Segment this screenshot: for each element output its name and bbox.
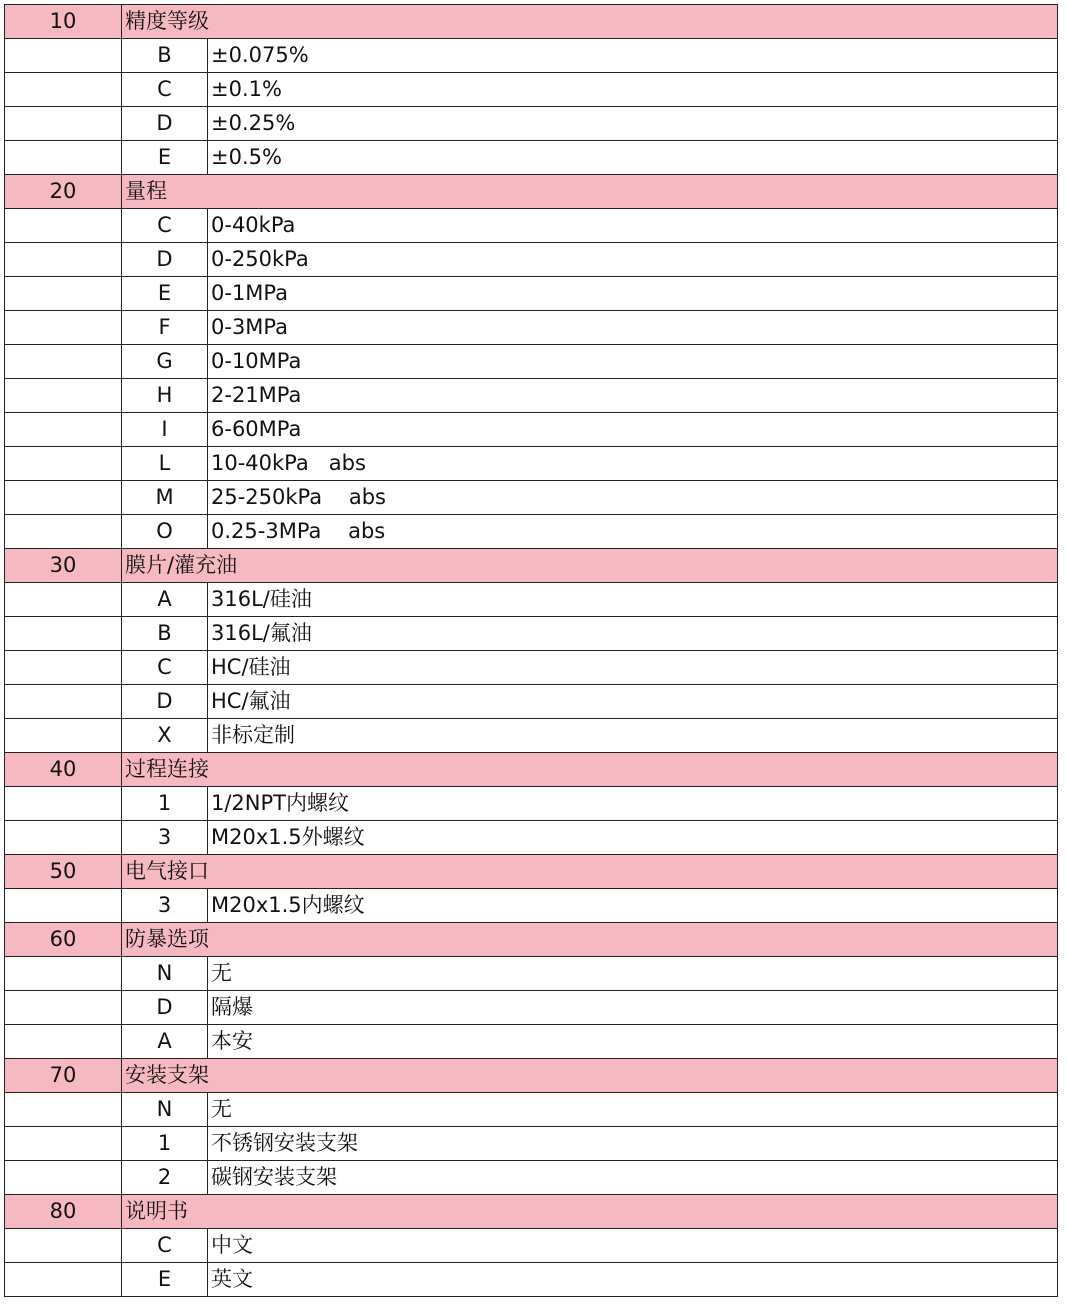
section-number: 20 xyxy=(5,175,122,209)
option-code: E xyxy=(122,141,208,175)
option-code: N xyxy=(122,1093,208,1127)
option-row xyxy=(5,73,1058,107)
option-description: 无 xyxy=(208,957,1058,991)
section-number: 10 xyxy=(5,5,122,39)
option-description: 2-21MPa xyxy=(208,379,1058,413)
option-description: 碳钢安装支架 xyxy=(208,1161,1058,1195)
option-description: 无 xyxy=(208,1093,1058,1127)
blank-cell xyxy=(5,821,122,855)
option-description: 0-3MPa xyxy=(208,311,1058,345)
blank-cell xyxy=(5,617,122,651)
option-description: M20x1.5内螺纹 xyxy=(208,889,1058,923)
blank-cell xyxy=(5,73,122,107)
option-description: HC/硅油 xyxy=(208,651,1058,685)
blank-cell xyxy=(5,719,122,753)
option-row xyxy=(5,39,1058,73)
option-code: D xyxy=(122,107,208,141)
option-description: 316L/氟油 xyxy=(208,617,1058,651)
section-title: 电气接口 xyxy=(122,855,1058,889)
option-description: 10-40kPa abs xyxy=(208,447,1058,481)
option-description: 隔爆 xyxy=(208,991,1058,1025)
blank-cell xyxy=(5,787,122,821)
blank-cell xyxy=(5,345,122,379)
blank-cell xyxy=(5,379,122,413)
blank-cell xyxy=(5,447,122,481)
option-row xyxy=(5,1127,1058,1161)
option-code: C xyxy=(122,651,208,685)
option-code: B xyxy=(122,39,208,73)
option-description: 本安 xyxy=(208,1025,1058,1059)
option-code: F xyxy=(122,311,208,345)
option-description: 0-10MPa xyxy=(208,345,1058,379)
blank-cell xyxy=(5,1127,122,1161)
option-description: 非标定制 xyxy=(208,719,1058,753)
option-row xyxy=(5,991,1058,1025)
section-header-row xyxy=(5,855,1058,889)
blank-cell xyxy=(5,1263,122,1297)
option-row xyxy=(5,787,1058,821)
option-row xyxy=(5,1093,1058,1127)
section-header-row xyxy=(5,175,1058,209)
option-row xyxy=(5,515,1058,549)
section-header-row xyxy=(5,1059,1058,1093)
option-row xyxy=(5,379,1058,413)
option-row xyxy=(5,345,1058,379)
option-row xyxy=(5,481,1058,515)
blank-cell xyxy=(5,481,122,515)
section-title: 过程连接 xyxy=(122,753,1058,787)
option-code: H xyxy=(122,379,208,413)
option-row xyxy=(5,651,1058,685)
option-row xyxy=(5,719,1058,753)
section-title: 安装支架 xyxy=(122,1059,1058,1093)
blank-cell xyxy=(5,1025,122,1059)
option-row xyxy=(5,209,1058,243)
option-code: D xyxy=(122,685,208,719)
section-title: 精度等级 xyxy=(122,5,1058,39)
section-number: 30 xyxy=(5,549,122,583)
section-number: 80 xyxy=(5,1195,122,1229)
option-description: 316L/硅油 xyxy=(208,583,1058,617)
blank-cell xyxy=(5,141,122,175)
section-number: 40 xyxy=(5,753,122,787)
option-description: 0-250kPa xyxy=(208,243,1058,277)
blank-cell xyxy=(5,39,122,73)
blank-cell xyxy=(5,957,122,991)
section-title: 膜片/灌充油 xyxy=(122,549,1058,583)
option-row xyxy=(5,141,1058,175)
option-row xyxy=(5,447,1058,481)
blank-cell xyxy=(5,413,122,447)
section-header-row xyxy=(5,753,1058,787)
option-description: 1/2NPT内螺纹 xyxy=(208,787,1058,821)
section-number: 50 xyxy=(5,855,122,889)
blank-cell xyxy=(5,209,122,243)
section-title: 说明书 xyxy=(122,1195,1058,1229)
option-description: M20x1.5外螺纹 xyxy=(208,821,1058,855)
option-code: C xyxy=(122,73,208,107)
option-code: C xyxy=(122,209,208,243)
section-header-row xyxy=(5,1195,1058,1229)
section-title: 防暴选项 xyxy=(122,923,1058,957)
option-row xyxy=(5,1025,1058,1059)
option-row xyxy=(5,1263,1058,1297)
option-code: I xyxy=(122,413,208,447)
blank-cell xyxy=(5,515,122,549)
section-header-row xyxy=(5,5,1058,39)
section-title: 量程 xyxy=(122,175,1058,209)
blank-cell xyxy=(5,583,122,617)
option-row xyxy=(5,583,1058,617)
option-description: ±0.1% xyxy=(208,73,1058,107)
option-row xyxy=(5,617,1058,651)
option-code: E xyxy=(122,1263,208,1297)
option-code: 2 xyxy=(122,1161,208,1195)
option-description: 0-1MPa xyxy=(208,277,1058,311)
blank-cell xyxy=(5,1229,122,1263)
option-row xyxy=(5,1229,1058,1263)
option-description: ±0.075% xyxy=(208,39,1058,73)
option-description: 0-40kPa xyxy=(208,209,1058,243)
option-row xyxy=(5,311,1058,345)
section-header-row xyxy=(5,923,1058,957)
option-code: D xyxy=(122,243,208,277)
option-description: 英文 xyxy=(208,1263,1058,1297)
option-row xyxy=(5,413,1058,447)
option-description: ±0.5% xyxy=(208,141,1058,175)
blank-cell xyxy=(5,991,122,1025)
section-header-row xyxy=(5,549,1058,583)
section-number: 60 xyxy=(5,923,122,957)
option-code: E xyxy=(122,277,208,311)
option-description: ±0.25% xyxy=(208,107,1058,141)
blank-cell xyxy=(5,107,122,141)
option-code: 3 xyxy=(122,889,208,923)
option-row xyxy=(5,1161,1058,1195)
option-code: 3 xyxy=(122,821,208,855)
section-number: 70 xyxy=(5,1059,122,1093)
blank-cell xyxy=(5,311,122,345)
option-code: A xyxy=(122,583,208,617)
blank-cell xyxy=(5,685,122,719)
option-description: 中文 xyxy=(208,1229,1058,1263)
option-description: 25-250kPa abs xyxy=(208,481,1058,515)
blank-cell xyxy=(5,277,122,311)
option-description: HC/氟油 xyxy=(208,685,1058,719)
option-description: 0.25-3MPa abs xyxy=(208,515,1058,549)
option-code: G xyxy=(122,345,208,379)
blank-cell xyxy=(5,1161,122,1195)
option-row xyxy=(5,243,1058,277)
option-row xyxy=(5,107,1058,141)
option-code: D xyxy=(122,991,208,1025)
option-row xyxy=(5,277,1058,311)
blank-cell xyxy=(5,1093,122,1127)
spec-table-body xyxy=(5,5,1058,1297)
option-description: 6-60MPa xyxy=(208,413,1058,447)
option-code: M xyxy=(122,481,208,515)
blank-cell xyxy=(5,651,122,685)
option-code: N xyxy=(122,957,208,991)
option-code: 1 xyxy=(122,787,208,821)
option-code: C xyxy=(122,1229,208,1263)
option-code: 1 xyxy=(122,1127,208,1161)
blank-cell xyxy=(5,243,122,277)
option-code: O xyxy=(122,515,208,549)
option-code: A xyxy=(122,1025,208,1059)
blank-cell xyxy=(5,889,122,923)
option-row xyxy=(5,957,1058,991)
option-description: 不锈钢安装支架 xyxy=(208,1127,1058,1161)
option-code: X xyxy=(122,719,208,753)
option-row xyxy=(5,821,1058,855)
option-code: B xyxy=(122,617,208,651)
spec-table xyxy=(4,4,1058,1297)
option-row xyxy=(5,889,1058,923)
option-row xyxy=(5,685,1058,719)
option-code: L xyxy=(122,447,208,481)
